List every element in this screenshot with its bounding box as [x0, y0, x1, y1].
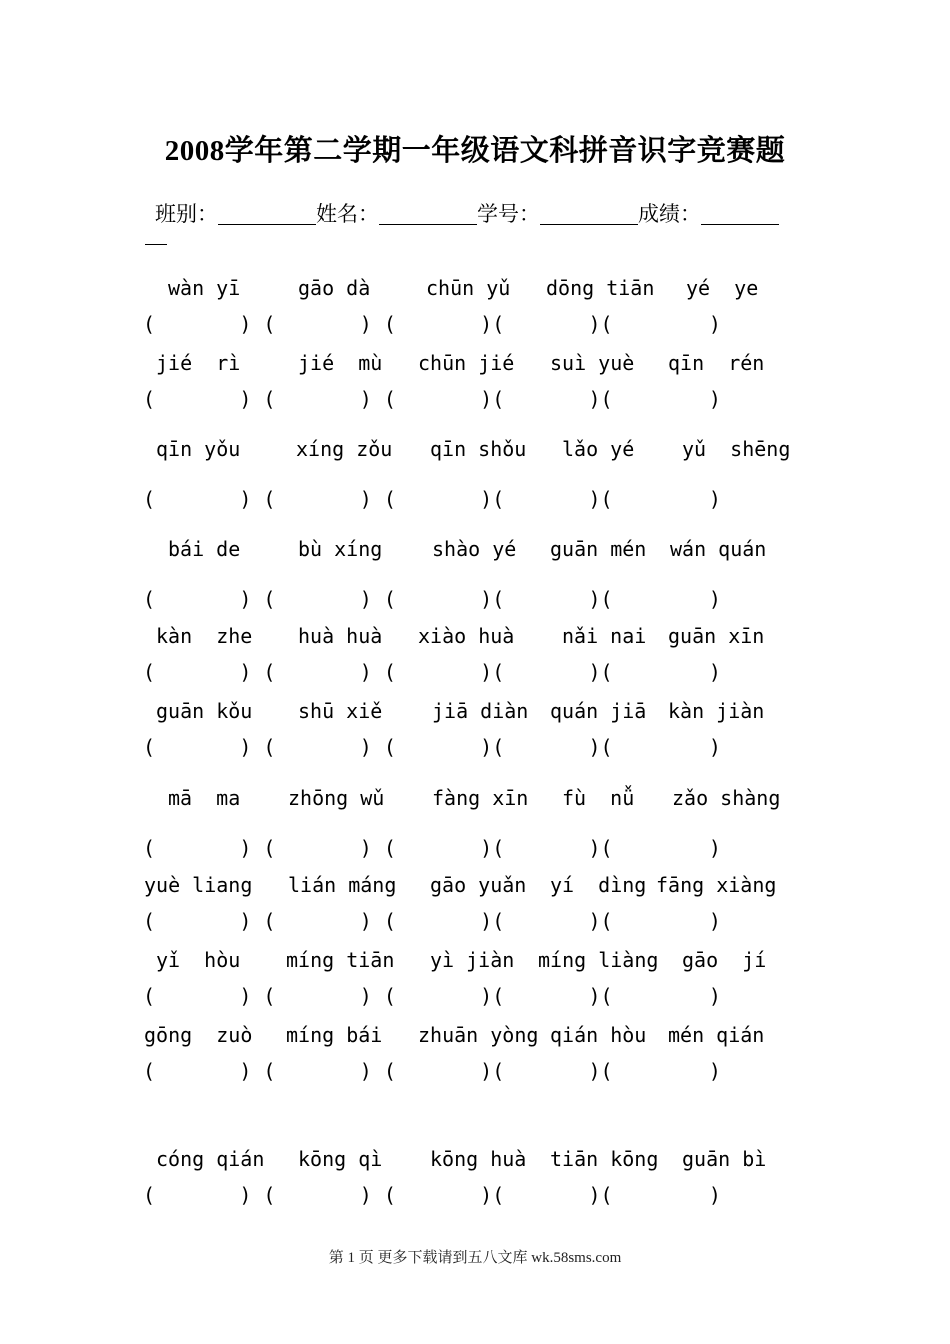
number-label: 学号： — [477, 202, 540, 226]
pinyin-word: zǎo shàng — [672, 786, 781, 810]
answer-bracket-line[interactable]: ( ) ( ) ( )( )( ) — [143, 387, 721, 411]
pinyin-word: jiā diàn — [432, 699, 529, 723]
pinyin-word: gāo yuǎn — [430, 873, 527, 897]
pinyin-word: tiān kōng — [550, 1147, 659, 1171]
pinyin-word: dōng tiān — [546, 276, 655, 300]
pinyin-word: nǎi nai — [562, 624, 647, 648]
pinyin-word: xiào huà — [418, 624, 515, 648]
pinyin-word: kōng qì — [298, 1147, 383, 1171]
pinyin-word: wàn yī — [168, 276, 241, 300]
pinyin-word: cóng qián — [156, 1147, 265, 1171]
pinyin-word: jié rì — [156, 351, 241, 375]
pinyin-word: yì jiàn — [430, 948, 515, 972]
pinyin-word: lián máng — [288, 873, 397, 897]
pinyin-word: wán quán — [670, 537, 767, 561]
pinyin-word: yí dìng — [550, 873, 647, 897]
student-info-line — [155, 198, 779, 228]
pinyin-word: zhuān yòng — [418, 1023, 539, 1047]
pinyin-word: qīn rén — [668, 351, 765, 375]
name-label: 姓名： — [316, 202, 379, 226]
pinyin-word: bù xíng — [298, 537, 383, 561]
answer-bracket-line[interactable]: ( ) ( ) ( )( )( ) — [143, 660, 721, 684]
page-footer: 第 1 页 更多下载请到五八文库 wk.58sms.com — [328, 1250, 622, 1266]
answer-bracket-line[interactable]: ( ) ( ) ( )( )( ) — [143, 587, 721, 611]
pinyin-word: yé ye — [686, 276, 759, 300]
pinyin-word: guān xīn — [668, 624, 765, 648]
answer-bracket-line[interactable]: ( ) ( ) ( )( )( ) — [143, 735, 721, 759]
pinyin-word: yǔ shēng — [682, 437, 791, 461]
pinyin-word: míng liàng — [538, 948, 659, 972]
pinyin-word: jié mù — [298, 351, 383, 375]
pinyin-word: suì yuè — [550, 351, 635, 375]
answer-bracket-line[interactable]: ( ) ( ) ( )( )( ) — [143, 1183, 721, 1207]
pinyin-word: gāo jí — [682, 948, 767, 972]
pinyin-word: yǐ hòu — [156, 948, 241, 972]
pinyin-word: xíng zǒu — [296, 437, 393, 461]
pinyin-word: zhōng wǔ — [288, 786, 385, 810]
pinyin-word: shū xiě — [298, 699, 383, 723]
pinyin-word: kàn jiàn — [668, 699, 765, 723]
pinyin-word: mā ma — [168, 786, 241, 810]
answer-bracket-line[interactable]: ( ) ( ) ( )( )( ) — [143, 1059, 721, 1083]
pinyin-word: qīn yǒu — [156, 437, 241, 461]
pinyin-word: lǎo yé — [562, 437, 635, 461]
pinyin-word: chūn yǔ — [426, 276, 511, 300]
pinyin-word: qián hòu — [550, 1023, 647, 1047]
pinyin-word: guān bì — [682, 1147, 767, 1171]
pinyin-word: fāng xiàng — [656, 873, 777, 897]
pinyin-word: bái de — [168, 537, 241, 561]
pinyin-word: guān mén — [550, 537, 647, 561]
pinyin-word: chūn jié — [418, 351, 515, 375]
pinyin-word: fù nǚ — [562, 786, 635, 810]
answer-bracket-line[interactable]: ( ) ( ) ( )( )( ) — [143, 312, 721, 336]
score-blank[interactable] — [701, 202, 779, 225]
class-blank[interactable] — [218, 202, 316, 225]
page-title: 2008学年第二学期一年级语文科拼音识字竞赛题 — [164, 135, 786, 167]
pinyin-word: quán jiā — [550, 699, 647, 723]
number-blank[interactable] — [540, 202, 638, 225]
answer-bracket-line[interactable]: ( ) ( ) ( )( )( ) — [143, 909, 721, 933]
pinyin-word: guān kǒu — [156, 699, 253, 723]
pinyin-word: shào yé — [432, 537, 517, 561]
pinyin-word: kōng huà — [430, 1147, 527, 1171]
answer-bracket-line[interactable]: ( ) ( ) ( )( )( ) — [143, 984, 721, 1008]
answer-bracket-line[interactable]: ( ) ( ) ( )( )( ) — [143, 487, 721, 511]
pinyin-word: kàn zhe — [156, 624, 253, 648]
pinyin-word: yuè liang — [144, 873, 253, 897]
score-label: 成绩： — [638, 202, 701, 226]
pinyin-word: míng bái — [286, 1023, 383, 1047]
pinyin-word: qīn shǒu — [430, 437, 527, 461]
score-blank-continuation — [145, 244, 167, 245]
pinyin-word: gāo dà — [298, 276, 371, 300]
pinyin-word: míng tiān — [286, 948, 395, 972]
pinyin-word: mén qián — [668, 1023, 765, 1047]
class-label: 班别： — [155, 202, 218, 226]
pinyin-word: fàng xīn — [432, 786, 529, 810]
pinyin-word: gōng zuò — [144, 1023, 253, 1047]
name-blank[interactable] — [379, 202, 477, 225]
answer-bracket-line[interactable]: ( ) ( ) ( )( )( ) — [143, 836, 721, 860]
pinyin-word: huà huà — [298, 624, 383, 648]
